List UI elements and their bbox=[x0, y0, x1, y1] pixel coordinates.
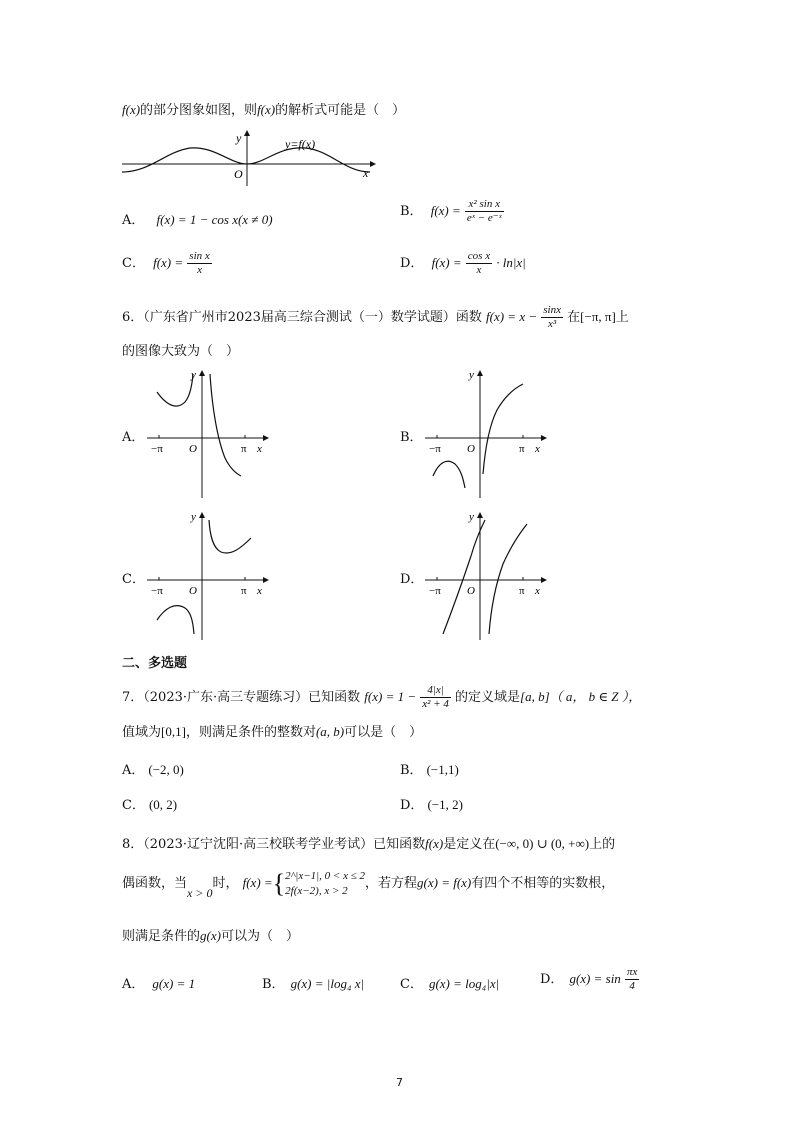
q8-domain: (−∞, 0) ∪ (0, +∞) bbox=[495, 836, 590, 851]
q6-fx: f(x) = x − bbox=[486, 309, 538, 325]
q5-option-c-letter: C． bbox=[122, 256, 145, 272]
q7-num: 4|x| bbox=[420, 684, 451, 698]
q5-fx2: f(x) bbox=[257, 102, 276, 117]
q8-option-a-expr: g(x) = 1 bbox=[152, 976, 196, 991]
q7-domain: [a, b] bbox=[520, 689, 550, 705]
q5-option-c-den: x bbox=[197, 264, 202, 277]
q6d-neg-pi: −π bbox=[429, 585, 441, 597]
q6-end: 上 bbox=[615, 310, 629, 326]
q6d-y: y bbox=[469, 511, 474, 523]
q8-fx: f(x) bbox=[425, 836, 444, 851]
q7-stem bbox=[122, 684, 641, 711]
page-number: 7 bbox=[396, 1076, 403, 1089]
q5-option-a-letter: A． bbox=[122, 213, 145, 228]
q5-stem bbox=[122, 102, 405, 119]
q7-line2 bbox=[122, 724, 422, 741]
q7-option-a-value: (−2, 0) bbox=[148, 762, 184, 777]
q6b-pi: π bbox=[519, 443, 525, 455]
q6-graph-b[interactable] bbox=[423, 366, 553, 501]
q8-stem bbox=[122, 836, 615, 853]
q5-option-b-frac bbox=[465, 198, 504, 225]
q6-option-b-letter[interactable]: B． bbox=[400, 430, 423, 445]
q8-end: 上的 bbox=[589, 837, 616, 852]
q8-cond: x > 0 bbox=[187, 886, 213, 901]
q6-graph-c[interactable] bbox=[145, 508, 275, 643]
q6b-x: x bbox=[535, 443, 540, 455]
q6-number: 6． bbox=[122, 310, 144, 326]
q8-gx: g(x) bbox=[200, 928, 221, 943]
q8-source: （2023·辽宁沈阳·高三校联考学业考试）已知函数 bbox=[143, 837, 426, 852]
q6-line2: 的图像大致为（ ） bbox=[122, 344, 240, 359]
q6c-y: y bbox=[191, 511, 196, 523]
q6a-y: y bbox=[191, 369, 196, 381]
q8-number: 8． bbox=[122, 837, 144, 852]
q7-line2c: 可以是（ ） bbox=[344, 725, 423, 740]
q8-option-d[interactable] bbox=[540, 966, 639, 993]
q5-option-c-num: sin x bbox=[187, 250, 211, 264]
q7-line2a: 值域为 bbox=[122, 725, 162, 740]
q7-den: x² + 4 bbox=[422, 698, 449, 711]
q8-cases bbox=[285, 869, 365, 899]
q5-stem-text2: 的解析式可能是（ ） bbox=[275, 103, 406, 118]
q6d-x: x bbox=[535, 585, 540, 597]
q7-option-a-letter: A． bbox=[122, 763, 145, 778]
q8-lhs: f(x) = bbox=[242, 875, 273, 891]
q5-option-d-lhs: f(x) = bbox=[431, 255, 462, 271]
q7-fx: f(x) = 1 − bbox=[364, 689, 417, 705]
q8-brace: { bbox=[272, 869, 286, 898]
q7-option-a[interactable] bbox=[122, 762, 184, 779]
q7-line2b: ，则满足条件的整数对 bbox=[185, 725, 316, 740]
q7-paren: （ a， b ∈ Z ）， bbox=[549, 689, 642, 705]
q8-line2d: 有四个不相等的实数根， bbox=[471, 876, 615, 892]
section-title: 二、多选题 bbox=[122, 656, 188, 671]
q8-option-d-num: πx bbox=[625, 966, 639, 980]
q5-option-c[interactable] bbox=[122, 250, 212, 277]
q7-option-b[interactable] bbox=[400, 762, 459, 779]
q6b-neg-pi: −π bbox=[429, 443, 441, 455]
q7-range: [0,1] bbox=[161, 724, 186, 739]
q6-num: sinx bbox=[541, 304, 563, 318]
q8-line2c: ，若方程 bbox=[365, 876, 418, 892]
q5-option-a-expr: f(x) = 1 − cos x(x ≠ 0) bbox=[156, 212, 273, 227]
q8-option-d-frac bbox=[625, 966, 639, 993]
q7-option-c[interactable] bbox=[122, 797, 177, 814]
q6c-neg-pi: −π bbox=[151, 585, 163, 597]
q5-option-d-den: x bbox=[476, 264, 482, 277]
q7-option-d-value: (−1, 2) bbox=[427, 797, 463, 812]
q5-graph bbox=[120, 128, 380, 188]
q7-option-d-letter: D． bbox=[400, 798, 424, 813]
q8-option-c-expr: g(x) = log₄|x| bbox=[428, 976, 500, 991]
q7-option-d[interactable] bbox=[400, 797, 463, 814]
q7-option-b-value: (−1,1) bbox=[426, 762, 459, 777]
q8-line2 bbox=[122, 868, 614, 899]
q8-case2: 2f(x−2), x > 2 bbox=[285, 884, 348, 897]
q5-option-a[interactable] bbox=[122, 212, 273, 229]
q5-option-b-num: x² sin x bbox=[465, 198, 504, 212]
q6-mid: 在 bbox=[567, 310, 581, 326]
q5-graph-y-label: y bbox=[236, 131, 242, 145]
q8-option-a[interactable] bbox=[122, 976, 195, 993]
q8-line3a: 则满足条件的 bbox=[122, 929, 201, 944]
q7-frac bbox=[420, 684, 451, 711]
q5-option-d-tail: · ln|x| bbox=[496, 255, 526, 271]
q6d-o: O bbox=[467, 585, 475, 597]
q5-graph-curve-label: y=f(x) bbox=[285, 137, 316, 151]
q5-option-b[interactable] bbox=[400, 198, 504, 225]
q8-option-b-expr: g(x) = |log₄ x| bbox=[290, 976, 365, 991]
q6-source: （广东省广州市2023届高三综合测试（一）数学试题）函数 bbox=[143, 310, 482, 326]
q7-mid: 的定义域是 bbox=[455, 690, 521, 706]
q6a-pi: π bbox=[241, 443, 247, 455]
q5-option-b-lhs: f(x) = bbox=[430, 203, 461, 219]
q8-option-c-letter: C． bbox=[400, 977, 423, 992]
q6b-o: O bbox=[467, 443, 475, 455]
q6c-x: x bbox=[257, 585, 262, 597]
q5-fx: f(x) bbox=[122, 102, 141, 117]
q5-option-b-letter: B． bbox=[400, 204, 423, 220]
q8-line3 bbox=[122, 928, 299, 945]
q8-mid: 是定义在 bbox=[443, 837, 496, 852]
q7-option-c-letter: C． bbox=[122, 798, 145, 813]
q5-option-d-num: cos x bbox=[466, 250, 492, 264]
q7-option-b-letter: B． bbox=[400, 763, 423, 778]
q8-line2a: 偶函数，当 bbox=[122, 876, 188, 892]
q8-line2b: 时， bbox=[212, 876, 239, 892]
q5-graph-origin: O bbox=[234, 167, 243, 181]
q8-option-d-lhs: g(x) = sin bbox=[569, 971, 621, 987]
q5-option-c-lhs: f(x) = bbox=[153, 255, 184, 271]
q6c-o: O bbox=[189, 585, 197, 597]
q6-option-a-letter[interactable]: A． bbox=[122, 430, 145, 445]
q6-frac bbox=[541, 304, 563, 331]
q6a-x: x bbox=[257, 443, 262, 455]
q8-option-b[interactable] bbox=[262, 976, 364, 993]
q8-option-d-den: 4 bbox=[629, 980, 635, 993]
q7-pair: (a, b) bbox=[315, 724, 345, 739]
q7-number: 7． bbox=[122, 690, 144, 706]
q5-option-c-frac bbox=[187, 250, 211, 277]
q6-stem bbox=[122, 304, 629, 331]
q6-interval: [−π, π] bbox=[580, 309, 616, 325]
q5-option-d-frac bbox=[466, 250, 492, 277]
q6a-neg-pi: −π bbox=[151, 443, 163, 455]
q8-option-a-letter: A． bbox=[122, 977, 145, 992]
q8-option-d-letter: D． bbox=[540, 972, 564, 988]
q6-option-d-letter[interactable]: D． bbox=[400, 572, 424, 587]
q5-stem-text1: 的部分图象如图，则 bbox=[140, 103, 258, 118]
q8-option-b-letter: B． bbox=[262, 977, 285, 992]
q8-line3b: 可以为（ ） bbox=[220, 929, 299, 944]
q5-graph-x-label: x bbox=[363, 166, 369, 180]
q8-case1: 2^|x−1|, 0 < x ≤ 2 bbox=[285, 869, 365, 882]
q8-option-c[interactable] bbox=[400, 976, 499, 993]
q6-graph-a[interactable] bbox=[145, 366, 275, 501]
q7-source: （2023·广东·高三专题练习）已知函数 bbox=[143, 690, 361, 706]
q6d-pi: π bbox=[519, 585, 525, 597]
q6-option-c-letter[interactable]: C． bbox=[122, 572, 145, 587]
q6a-o: O bbox=[189, 443, 197, 455]
q6b-y: y bbox=[469, 369, 474, 381]
q6c-pi: π bbox=[241, 585, 247, 597]
q5-option-d-letter: D． bbox=[400, 256, 424, 272]
q6-den: x³ bbox=[548, 318, 557, 331]
q5-option-d[interactable] bbox=[400, 250, 526, 277]
q6-graph-d[interactable] bbox=[423, 508, 553, 643]
q5-option-b-den: eˣ − e⁻ˣ bbox=[466, 212, 502, 225]
q8-eq: g(x) = f(x) bbox=[417, 875, 472, 891]
q7-option-c-value: (0, 2) bbox=[148, 797, 178, 812]
